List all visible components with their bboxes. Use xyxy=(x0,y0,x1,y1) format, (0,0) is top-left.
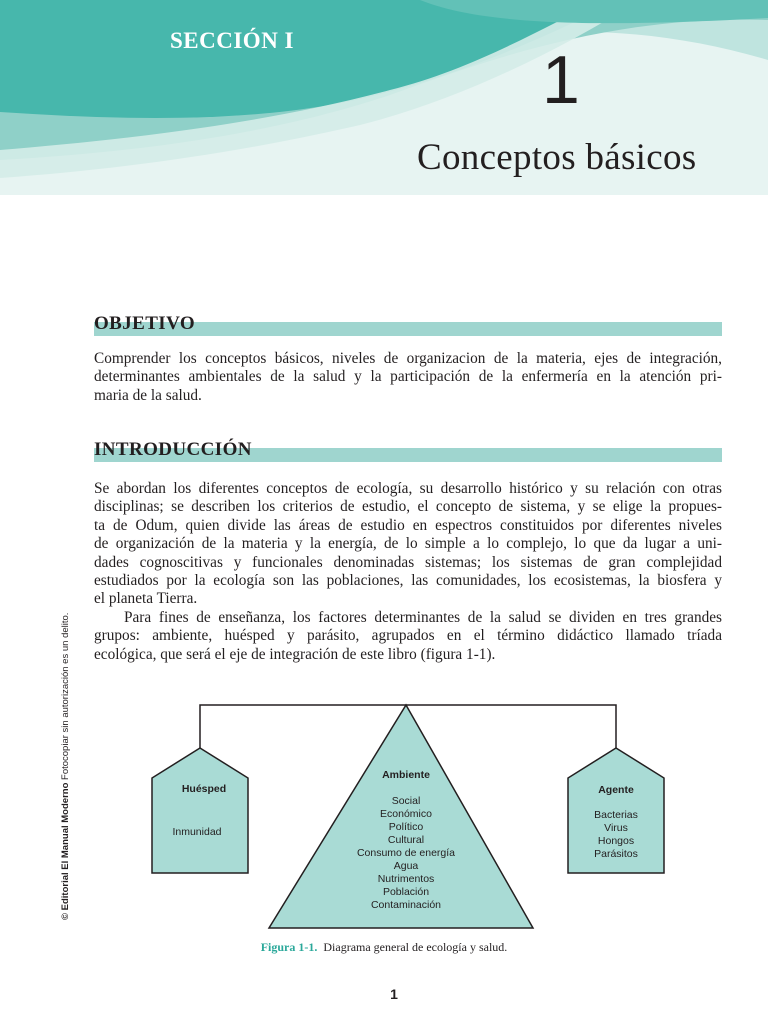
agente-item: Bacterias xyxy=(594,809,638,821)
agente-item: Virus xyxy=(604,822,628,834)
introduccion-paragraph-2 xyxy=(94,609,722,664)
figure-caption-label: Figura 1-1. xyxy=(260,940,318,954)
ecology-triad-figure xyxy=(150,700,670,940)
section-label: SECCIÓN I xyxy=(170,28,295,53)
ambiente-item: Económico xyxy=(380,808,432,820)
text-line: estudiados por la ecología son las poblaciones, las comunidades, los ecosistemas, la biosfera y xyxy=(94,572,722,590)
text-line: dades cognoscitivas y funcionales denominadas sistemas; los sistemas de gran complejidad xyxy=(94,553,722,571)
agente-title: Agente xyxy=(598,784,634,796)
introduccion-heading-bar xyxy=(94,434,722,462)
ambiente-item: Consumo de energía xyxy=(356,847,456,859)
figure-caption xyxy=(0,940,768,955)
text-line: Para fines de enseñanza, los factores determinantes de la salud se dividen en tres grandes xyxy=(124,609,722,626)
text-line: el planeta Tierra. xyxy=(94,590,198,608)
huesped-item: Inmunidad xyxy=(172,826,222,838)
copyright-publisher: © Editorial El Manual Moderno xyxy=(60,782,71,920)
text-line: determinantes ambientales de la salud y la participación de la enfermería en la atención pri- xyxy=(94,368,722,386)
ambiente-item: Nutrimentos xyxy=(377,873,435,885)
text-line: Se abordan los diferentes conceptos de ecología, su desarrollo histórico y su relación con otras xyxy=(94,480,722,497)
text-line: Comprender los conceptos básicos, niveles de organizacion de la materia, ejes de integración, xyxy=(94,350,722,367)
huesped-title: Huésped xyxy=(181,783,227,795)
text-line: ecológica, que será el eje de integración de este libro (figura 1-1). xyxy=(94,645,496,663)
triad-diagram xyxy=(150,700,670,940)
text-line: ta de Odum, quien divide las áreas de estudio en espectros constituidos por diferentes niveles xyxy=(94,516,722,534)
ambiente-item: Agua xyxy=(393,860,419,872)
introduccion-heading: INTRODUCCIÓN xyxy=(94,439,252,460)
ambiente-item: Social xyxy=(391,795,421,807)
figure-caption-text: Diagrama general de ecología y salud. xyxy=(323,940,508,954)
ambiente-item: Población xyxy=(382,886,430,898)
ambiente-item: Político xyxy=(388,821,424,833)
introduccion-paragraph-1 xyxy=(94,480,722,609)
objetivo-heading: OBJETIVO xyxy=(94,313,196,334)
chapter-title: Conceptos básicos xyxy=(417,137,697,178)
copyright-side-note xyxy=(60,613,71,920)
page-number: 1 xyxy=(390,986,398,1002)
ambiente-title: Ambiente xyxy=(382,769,430,781)
objetivo-paragraph xyxy=(94,350,722,405)
ambiente-item: Contaminación xyxy=(370,899,442,911)
copyright-warning: Fotocopiar sin autorización es un delito. xyxy=(60,612,71,783)
huesped-shape xyxy=(152,748,248,873)
text-line: disciplinas; se describen los criterios de estudio, el concepto de sistema, y se elige la propues- xyxy=(94,498,722,516)
text-line: maria de la salud. xyxy=(94,386,202,404)
ambiente-item: Cultural xyxy=(387,834,425,846)
text-line: de organización de la materia y la energía, de lo simple a lo complejo, lo que da lugar a uni- xyxy=(94,535,722,553)
text-line: grupos: ambiente, huésped y parásito, agrupados en el término didáctico llamado tríada xyxy=(94,627,722,645)
agente-item: Parásitos xyxy=(594,848,638,860)
objetivo-heading-bar xyxy=(94,308,722,336)
chapter-header-banner xyxy=(0,0,768,200)
chapter-number: 1 xyxy=(542,42,580,118)
agente-item: Hongos xyxy=(597,835,635,847)
